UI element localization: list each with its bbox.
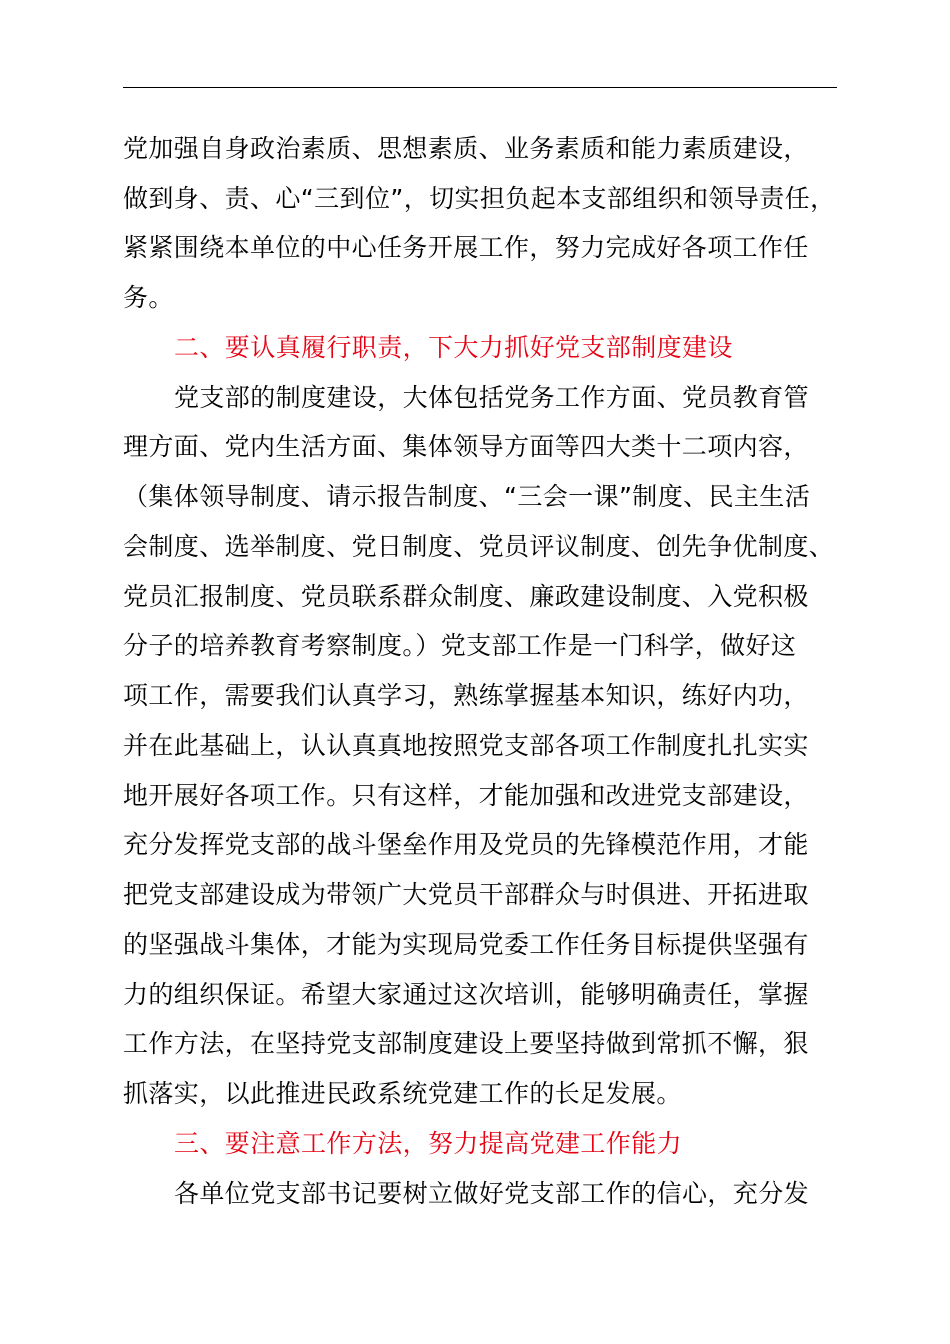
text-line: 党加强自身政治素质、思想素质、业务素质和能力素质建设， (123, 134, 809, 163)
text-line: 工作方法，在坚持党支部制度建设上要坚持做到常抓不懈，狠 (123, 1029, 809, 1058)
text-line: 的坚强战斗集体，才能为实现局党委工作任务目标提供坚强有 (123, 930, 809, 959)
text-line: 分子的培养教育考察制度。）党支部工作是一门科学，做好这 (123, 631, 797, 660)
text-line: 务。 (123, 283, 174, 312)
text-line: （集体领导制度、请示报告制度、“三会一课”制度、民主生活 (123, 482, 811, 511)
text-line: 抓落实，以此推进民政系统党建工作的长足发展。 (123, 1079, 682, 1108)
text-line: 并在此基础上，认认真真地按照党支部各项工作制度扎扎实实 (123, 731, 809, 760)
paragraph-start-line: 党支部的制度建设，大体包括党务工作方面、党员教育管 (174, 383, 810, 412)
paragraph-start-line: 各单位党支部书记要树立做好党支部工作的信心，充分发 (174, 1179, 810, 1208)
section-heading: 三、要注意工作方法，努力提高党建工作能力 (174, 1129, 683, 1158)
text-line: 力的组织保证。希望大家通过这次培训，能够明确责任，掌握 (123, 980, 809, 1009)
text-line: 党员汇报制度、党员联系群众制度、廉政建设制度、入党积极 (123, 582, 809, 611)
text-line: 把党支部建设成为带领广大党员干部群众与时俱进、开拓进取 (123, 880, 809, 909)
text-line: 充分发挥党支部的战斗堡垒作用及党员的先锋模范作用，才能 (123, 830, 809, 859)
section-heading: 二、要认真履行职责，下大力抓好党支部制度建设 (174, 333, 733, 362)
text-line: 会制度、选举制度、党日制度、党员评议制度、创先争优制度、 (123, 532, 835, 561)
text-line: 紧紧围绕本单位的中心任务开展工作，努力完成好各项工作任 (123, 233, 809, 262)
header-rule (123, 87, 837, 88)
text-line: 地开展好各项工作。只有这样，才能加强和改进党支部建设， (123, 781, 809, 810)
text-line: 理方面、党内生活方面、集体领导方面等四大类十二项内容， (123, 432, 809, 461)
text-line: 做到身、责、心“三到位”，切实担负起本支部组织和领导责任， (123, 184, 836, 213)
text-line: 项工作，需要我们认真学习，熟练掌握基本知识，练好内功， (123, 681, 809, 710)
